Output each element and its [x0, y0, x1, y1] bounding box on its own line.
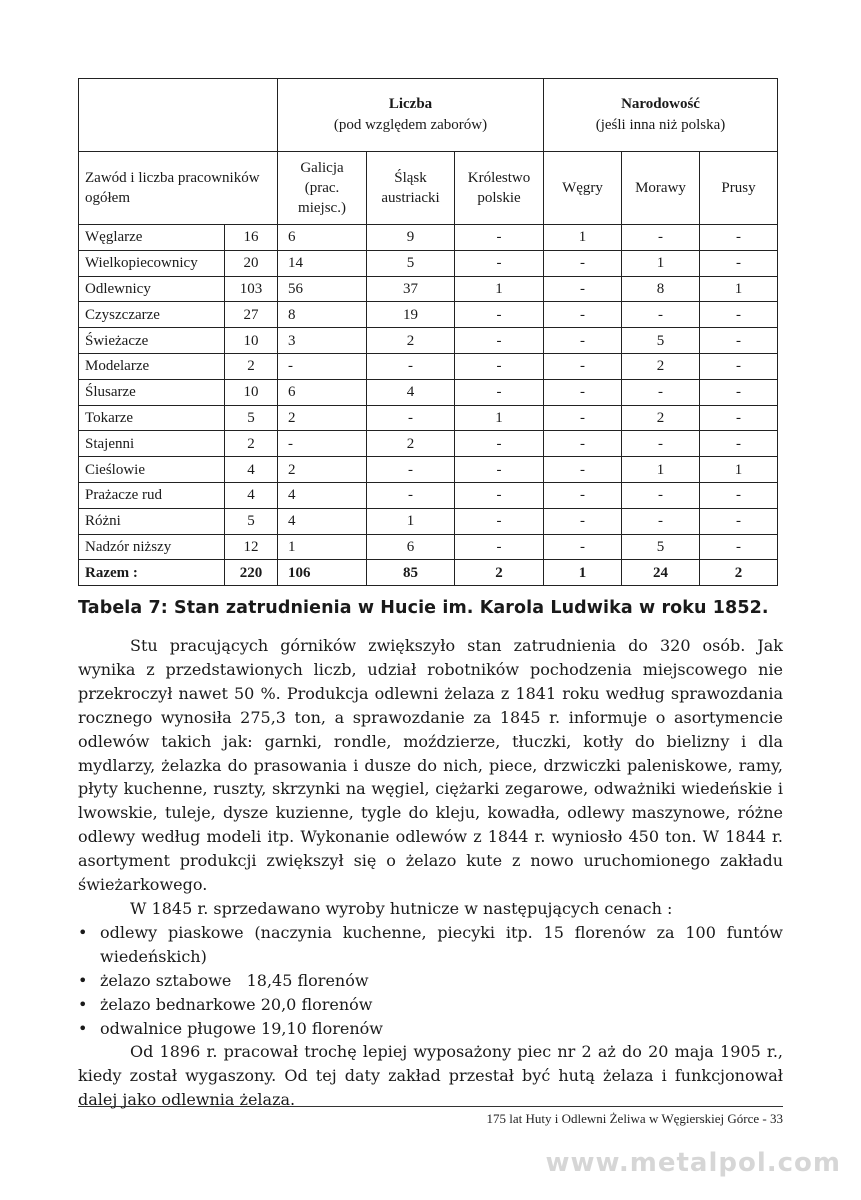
list-item: • odlewy piaskowe (naczynia kuchenne, piecyki itp. 15 florenów za 100 funtów wiedeńskich)	[78, 921, 783, 969]
cell-prusy: -	[700, 405, 778, 431]
cell-krolestwo: 2	[455, 560, 544, 586]
cell-name: Nadzór niższy	[79, 534, 225, 560]
cell-galicja: 56	[278, 276, 367, 302]
cell-wegry: -	[544, 302, 622, 328]
cell-morawy: 1	[622, 250, 700, 276]
cell-wegry: 1	[544, 225, 622, 251]
list-item: • odwalnice pługowe 19,10 florenów	[78, 1017, 783, 1041]
table-body	[79, 225, 778, 586]
cell-krolestwo: -	[455, 431, 544, 457]
cell-name: Razem :	[79, 560, 225, 586]
cell-morawy: -	[622, 225, 700, 251]
cell-wegry: -	[544, 379, 622, 405]
empty-header-cell	[79, 79, 278, 152]
cell-total: 27	[225, 302, 278, 328]
cell-galicja: 1	[278, 534, 367, 560]
cell-krolestwo: -	[455, 508, 544, 534]
cell-morawy: 2	[622, 405, 700, 431]
cell-krolestwo: -	[455, 225, 544, 251]
cell-morawy: -	[622, 302, 700, 328]
cell-krolestwo: -	[455, 482, 544, 508]
list-item: • żelazo sztabowe 18,45 florenów	[78, 969, 783, 993]
cell-slask: 2	[367, 431, 455, 457]
cell-wegry: -	[544, 457, 622, 483]
cell-name: Cieślowie	[79, 457, 225, 483]
cell-total: 4	[225, 457, 278, 483]
cell-galicja: 6	[278, 379, 367, 405]
cell-name: Świeżacze	[79, 328, 225, 354]
paragraph: Stu pracujących górników zwiększyło stan zatrudnienia do 320 osób. Jak wynika z przedstawionych liczb, udział robotników pochodzenia miejscowego nie przekroczył nawet 50 %. Produkcja odlewni żelaza z 1841 roku według sprawozdania rocznego wynosiła 275,3 ton, a sprawozdanie za 1845 r. informuje o asortymencie odlewów takich jak: garnki, rondle, moździerze, tłuczki, kotły do bielizny i dla mydlarzy, żelazka do prasowania i dusze do nich, piece, drzwiczki paleniskowe, ramy, płyty kuchenne, ruszty, skrzynki na węgiel, ciężarki zegarowe, odważniki wiedeńskie i lwowskie, tuleje, dysze kuzienne, tygle do kleju, kowadła, odlewy maszynowe, różne odlewy według modeli itp. Wykonanie odlewów z 1844 r. wyniosło 450 ton. W 1844 r. asortyment produkcji zwiększył się o żelazo kute z nowo uruchomionego zakładu świeżarkowego.	[78, 636, 783, 895]
cell-slask: 5	[367, 250, 455, 276]
narodowosc-title: Narodowość	[621, 96, 700, 112]
cell-wegry: -	[544, 482, 622, 508]
table-row	[79, 302, 778, 328]
table-row	[79, 405, 778, 431]
table-row	[79, 379, 778, 405]
cell-galicja: 8	[278, 302, 367, 328]
cell-wegry: -	[544, 328, 622, 354]
table-row	[79, 482, 778, 508]
cell-galicja: 6	[278, 225, 367, 251]
liczba-group-header	[278, 79, 544, 152]
cell-morawy: -	[622, 482, 700, 508]
cell-total: 5	[225, 508, 278, 534]
table-row	[79, 457, 778, 483]
cell-krolestwo: -	[455, 328, 544, 354]
cell-morawy: -	[622, 508, 700, 534]
cell-total: 10	[225, 328, 278, 354]
cell-morawy: 2	[622, 353, 700, 379]
liczba-title: Liczba	[388, 96, 433, 112]
column-header-wegry: Węgry	[544, 152, 622, 225]
cell-morawy: 5	[622, 328, 700, 354]
cell-krolestwo: -	[455, 250, 544, 276]
cell-wegry: -	[544, 405, 622, 431]
cell-prusy: 2	[700, 560, 778, 586]
cell-slask: -	[367, 353, 455, 379]
liczba-subtitle: (pod względem zaborów)	[333, 117, 488, 133]
body-text	[78, 634, 783, 1112]
table-row	[79, 353, 778, 379]
cell-krolestwo: 1	[455, 276, 544, 302]
cell-galicja: 3	[278, 328, 367, 354]
column-header-occupation: Zawód i liczba pracowników ogółem	[79, 152, 278, 225]
cell-krolestwo: -	[455, 302, 544, 328]
cell-total: 20	[225, 250, 278, 276]
cell-galicja: 2	[278, 457, 367, 483]
cell-prusy: -	[700, 482, 778, 508]
cell-wegry: -	[544, 431, 622, 457]
cell-wegry: -	[544, 508, 622, 534]
cell-total: 2	[225, 431, 278, 457]
cell-total: 4	[225, 482, 278, 508]
cell-morawy: -	[622, 431, 700, 457]
cell-slask: -	[367, 457, 455, 483]
cell-wegry: -	[544, 353, 622, 379]
cell-name: Czyszczarze	[79, 302, 225, 328]
cell-prusy: -	[700, 508, 778, 534]
cell-prusy: -	[700, 534, 778, 560]
cell-prusy: 1	[700, 457, 778, 483]
cell-prusy: 1	[700, 276, 778, 302]
cell-galicja: 4	[278, 508, 367, 534]
cell-wegry: -	[544, 250, 622, 276]
table-row	[79, 276, 778, 302]
table-row	[79, 534, 778, 560]
cell-total: 220	[225, 560, 278, 586]
cell-galicja: 106	[278, 560, 367, 586]
cell-morawy: 8	[622, 276, 700, 302]
cell-name: Wielkopiecownicy	[79, 250, 225, 276]
cell-wegry: 1	[544, 560, 622, 586]
cell-morawy: 24	[622, 560, 700, 586]
list-item: • żelazo bednarkowe 20,0 florenów	[78, 993, 783, 1017]
cell-slask: 19	[367, 302, 455, 328]
column-header-galicja: Galicja (prac. miejsc.)	[278, 152, 367, 225]
table-row	[79, 250, 778, 276]
table-total-row	[79, 560, 778, 586]
cell-wegry: -	[544, 534, 622, 560]
cell-prusy: -	[700, 379, 778, 405]
price-list	[78, 921, 783, 1041]
cell-prusy: -	[700, 431, 778, 457]
cell-slask: 6	[367, 534, 455, 560]
table-row	[79, 431, 778, 457]
paragraph: Od 1896 r. pracował trochę lepiej wyposażony piec nr 2 aż do 20 maja 1905 r., kiedy został wygaszony. Od tej daty zakład przestał być hutą żelaza i funkcjonował dalej jako odlewnia żelaza.	[78, 1042, 783, 1110]
cell-slask: 2	[367, 328, 455, 354]
cell-wegry: -	[544, 276, 622, 302]
cell-total: 5	[225, 405, 278, 431]
cell-name: Węglarze	[79, 225, 225, 251]
employment-table	[78, 78, 778, 586]
cell-morawy: -	[622, 379, 700, 405]
cell-slask: 37	[367, 276, 455, 302]
cell-galicja: -	[278, 431, 367, 457]
cell-name: Prażacze rud	[79, 482, 225, 508]
cell-name: Odlewnicy	[79, 276, 225, 302]
cell-krolestwo: -	[455, 353, 544, 379]
column-header-morawy: Morawy	[622, 152, 700, 225]
cell-name: Ślusarze	[79, 379, 225, 405]
cell-total: 103	[225, 276, 278, 302]
cell-slask: -	[367, 405, 455, 431]
cell-total: 16	[225, 225, 278, 251]
cell-morawy: 5	[622, 534, 700, 560]
table-row	[79, 508, 778, 534]
cell-morawy: 1	[622, 457, 700, 483]
cell-krolestwo: 1	[455, 405, 544, 431]
cell-krolestwo: -	[455, 379, 544, 405]
paragraph: W 1845 r. sprzedawano wyroby hutnicze w następujących cenach :	[130, 898, 673, 918]
cell-slask: 1	[367, 508, 455, 534]
cell-prusy: -	[700, 353, 778, 379]
cell-prusy: -	[700, 250, 778, 276]
cell-slask: 85	[367, 560, 455, 586]
column-header-krolestwo: Królestwo polskie	[455, 152, 544, 225]
table-caption: Tabela 7: Stan zatrudnienia w Hucie im. Karola Ludwika w roku 1852.	[78, 598, 769, 618]
cell-slask: 9	[367, 225, 455, 251]
cell-prusy: -	[700, 225, 778, 251]
cell-slask: 4	[367, 379, 455, 405]
narodowosc-group-header	[544, 79, 778, 152]
column-header-slask: Śląsk austriacki	[367, 152, 455, 225]
cell-galicja: 2	[278, 405, 367, 431]
cell-name: Różni	[79, 508, 225, 534]
table-row	[79, 328, 778, 354]
cell-krolestwo: -	[455, 457, 544, 483]
cell-name: Modelarze	[79, 353, 225, 379]
cell-slask: -	[367, 482, 455, 508]
watermark: www.metalpol.com	[545, 1148, 841, 1178]
cell-name: Stajenni	[79, 431, 225, 457]
cell-prusy: -	[700, 302, 778, 328]
cell-total: 10	[225, 379, 278, 405]
narodowosc-subtitle: (jeśli inna niż polska)	[595, 117, 726, 133]
cell-prusy: -	[700, 328, 778, 354]
cell-total: 12	[225, 534, 278, 560]
cell-galicja: 4	[278, 482, 367, 508]
table-row	[79, 225, 778, 251]
cell-galicja: -	[278, 353, 367, 379]
page-footer: 175 lat Huty i Odlewni Żeliwa w Węgierskiej Górce - 33	[486, 1111, 783, 1126]
cell-total: 2	[225, 353, 278, 379]
cell-galicja: 14	[278, 250, 367, 276]
cell-krolestwo: -	[455, 534, 544, 560]
footer-divider	[78, 1106, 783, 1107]
cell-name: Tokarze	[79, 405, 225, 431]
column-header-prusy: Prusy	[700, 152, 778, 225]
